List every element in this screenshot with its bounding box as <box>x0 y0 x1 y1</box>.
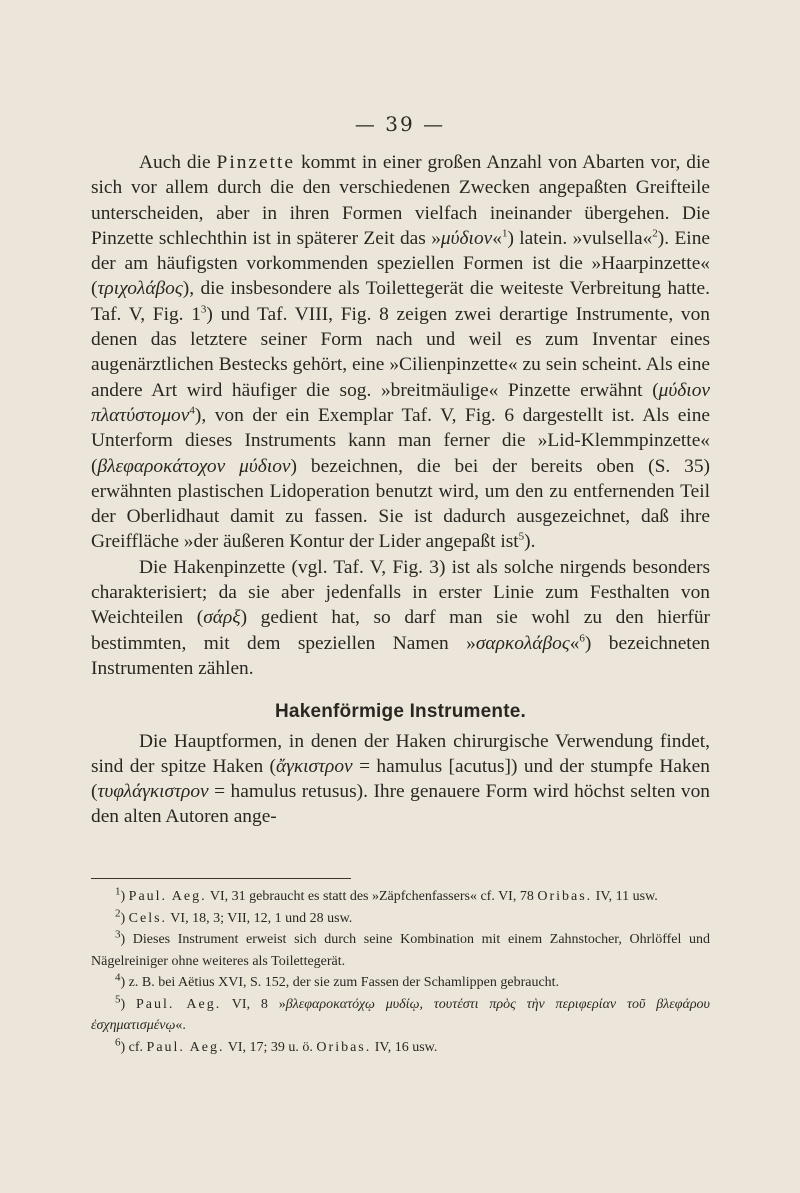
text-run: = hamulus [acutus]) und der stumpfe Haken ( <box>91 755 710 803</box>
greek-term: τριχολάβος <box>97 278 183 300</box>
footnote-number: 4 <box>115 971 121 984</box>
footnote-number: 2 <box>115 906 121 919</box>
greek-term: ἄγκιστρον <box>276 755 353 777</box>
text-run: ) <box>120 910 129 926</box>
text-run: = hamulus retusus). Ihre genauere Form wird höchst selten von den alten Autoren ange- <box>91 781 710 828</box>
text-run: Die Hauptformen, in denen der Haken chirurgische Verwendung findet, sind der spitze Haken ( <box>91 730 710 777</box>
footnote-number: 3 <box>115 928 121 941</box>
author-name: Oribas. <box>537 889 593 904</box>
footnote-5 <box>91 994 710 1037</box>
text-run: IV, 11 usw. <box>592 889 658 904</box>
greek-term: σάρξ <box>203 607 241 629</box>
text-run: VI, 17; 39 u. ö. <box>224 1039 317 1055</box>
text-run: Auch die <box>139 152 217 173</box>
footnote-number: 6 <box>115 1035 121 1048</box>
text-run: VI, 8 » <box>221 996 286 1012</box>
text-run: ) latein. »vulsella« <box>507 227 653 249</box>
text-run: ) bezeichnen, die bei der bereits oben (S. 35) erwähnten plastischen Lidoperation benutzt wird, um den zu entfernenden Teil der Oberlidhaut damit zu fassen. Sie ist dadurch ausgezeichnet, daß ihre Greiffläche »der äußeren Kontur der Lider angepaßt ist <box>91 455 710 553</box>
footnote-2 <box>91 908 710 930</box>
paragraph-haken <box>91 729 710 830</box>
author-name: Paul. Aeg. <box>128 889 207 904</box>
footnote-3 <box>91 929 710 972</box>
text-run: IV, 16 usw. <box>371 1039 438 1055</box>
footnotes <box>91 886 710 1058</box>
footnote-ref: 3 <box>200 303 207 316</box>
text-run: kommt in einer großen Anzahl von Abarten vor, die sich vor allem durch die den verschiedenen Zwecken angepaßten Greifteile unterscheiden, aber in ihren Formen vielfach ineinander übergehen. Die Pinzette schlechthin ist in späterer Zeit das » <box>91 152 710 249</box>
greek-term: τυφλάγκιστρον <box>97 781 209 803</box>
text-run: ). Eine der am häufigsten vorkommenden speziellen Formen ist die »Haarpinzette« ( <box>91 227 710 300</box>
footnote-ref: 1 <box>501 227 508 240</box>
greek-term: μύδιον <box>440 227 493 249</box>
author-name: Paul. Aeg. <box>135 996 222 1012</box>
text-run: Die Hakenpinzette (vgl. Taf. V, Fig. 3) ist als solche nirgends besonders charakterisiert; da sie aber jedenfalls in erster Linie zum Festhalten von Weichteilen ( <box>91 556 710 629</box>
footnote-ref: 5 <box>518 530 525 543</box>
text-run: « <box>492 227 502 249</box>
paragraph-pinzette <box>91 150 710 555</box>
greek-term: μύδιον πλατύστομον <box>91 379 710 426</box>
footnote-number: 1 <box>115 885 121 898</box>
greek-term: σαρκολάβος <box>475 632 570 654</box>
footnote-divider <box>91 878 351 879</box>
text-run: VI, 31 gebraucht es statt des »Zäpfchenfassers« cf. VI, 78 <box>206 889 538 904</box>
text-run: ) gedient hat, so darf man sie wohl zu den hierfür bestimmten, mit dem speziellen Namen » <box>91 607 711 654</box>
text-run: « <box>569 632 580 654</box>
text-run: ) und Taf. VIII, Fig. 8 zeigen zwei derartige Instrumente, von denen das letztere seiner Form nach und weil es zum Inventar eines augenärztlichen Bestecks gehört, eine »Cilienpinzette« zu sein scheint. Als eine andere Art wird häufiger die sog. »breitmäulige« Pinzette erwähnt ( <box>91 303 710 401</box>
text-run: ), von der ein Exemplar Taf. V, Fig. 6 dargestellt ist. Als eine Unterform dieses Instruments kann man ferner die »Lid-Klemmpinzette« ( <box>91 404 710 477</box>
footnote-ref: 4 <box>189 404 195 417</box>
author-name: Paul. Aeg. <box>146 1039 225 1055</box>
author-name: Oribas. <box>316 1039 372 1055</box>
text-run: VI, 18, 3; VII, 12, 1 und 28 usw. <box>167 910 353 926</box>
footnote-4 <box>91 972 710 994</box>
text-run: ) cf. <box>120 1039 147 1055</box>
footnote-number: 5 <box>115 992 121 1005</box>
author-name: Cels. <box>128 910 168 926</box>
greek-term: βλεφαροκάτοχον μύδιον <box>97 455 291 477</box>
page-number: — 39 — <box>354 112 446 136</box>
text-run: ), die insbesondere als Toilettegerät die weiteste Verbreitung hatte. Taf. V, Fig. 1 <box>91 278 710 325</box>
section-heading: Hakenförmige Instrumente. <box>275 701 526 723</box>
footnote-ref: 6 <box>579 632 585 645</box>
text-run: ) bezeichneten Instrumenten zählen. <box>91 632 710 679</box>
footnote-1 <box>91 886 710 908</box>
main-text <box>91 150 710 830</box>
text-run: ) <box>120 889 129 904</box>
text-run: «. <box>175 1018 186 1033</box>
greek-term: βλεφαροκατόχῳ μυδίῳ, τουτέστι πρὸς τὴν περιφερίαν τοῦ βλεφάρου ἐσχηματισμένῳ <box>91 996 710 1033</box>
footnote-ref: 2 <box>652 227 658 240</box>
text-run: ) z. B. bei Aëtius XVI, S. 152, der sie zum Fassen der Schamlippen gebraucht. <box>120 975 560 990</box>
text-run: ) <box>120 996 136 1012</box>
footnote-6 <box>91 1037 710 1059</box>
spaced-term: Pinzette <box>216 152 296 173</box>
text-run: ). <box>524 531 536 553</box>
paragraph-hakenpinzette <box>91 555 710 681</box>
text-run: ) Dieses Instrument erweist sich durch seine Kombination mit einem Zahnstocher, Ohrlöffel und Nägelreiniger ohne weiteres als Toilettegerät. <box>91 932 710 969</box>
